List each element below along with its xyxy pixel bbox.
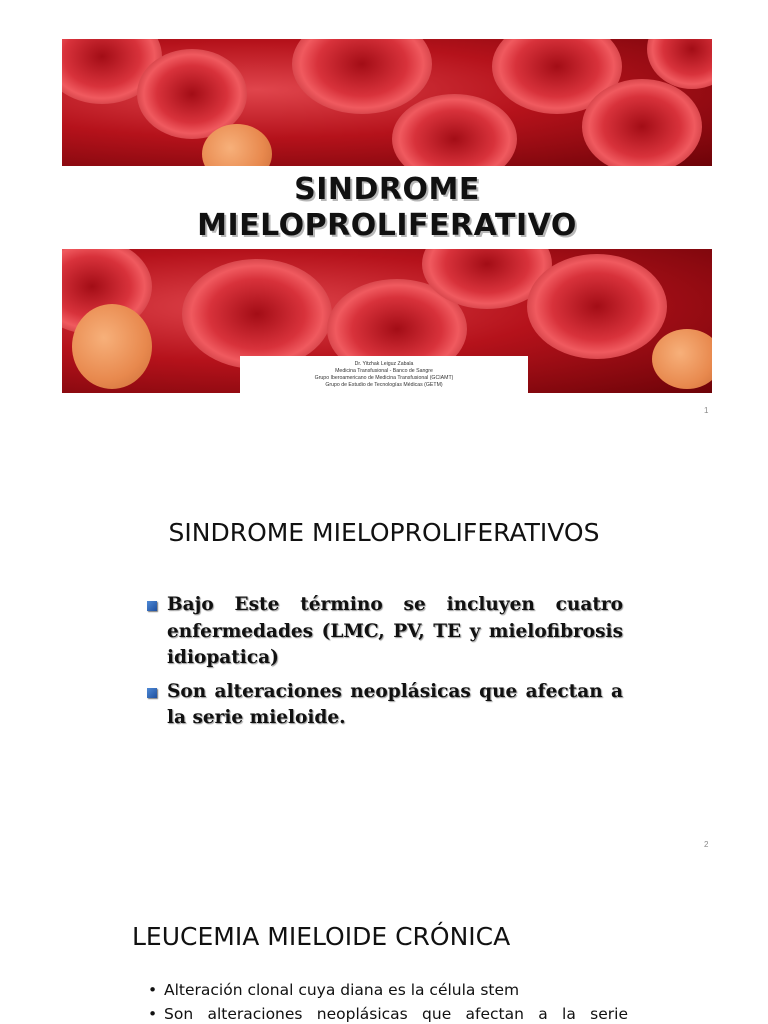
credit-line: Grupo Iberoamericano de Medicina Transfusional (GCIAMT)	[314, 374, 454, 381]
bullet-text: Alteración clonal cuya diana es la célula stem	[164, 981, 520, 999]
list-item	[148, 1002, 628, 1024]
author-credits	[240, 356, 528, 393]
credit-line: Grupo de Estudio de Tecnologías Médicas (GETM)	[325, 381, 443, 388]
slide-title: LEUCEMIA MIELOIDE CRÓNICA	[132, 922, 511, 951]
square-bullet-icon	[147, 688, 157, 698]
bullet-text: Son alteraciones neoplásicas que afectan a la serie	[164, 1005, 628, 1023]
square-bullet-icon	[147, 601, 157, 611]
bullet-dot-icon: •	[148, 1005, 158, 1023]
slide-title-line-2: MIELOPROLIFERATIVO	[197, 207, 577, 243]
blood-cells-image-top	[62, 39, 712, 166]
bullet-list	[145, 592, 623, 739]
bullet-list	[148, 978, 628, 1024]
page-number: 1	[704, 406, 709, 415]
slide-title: SINDROME MIELOPROLIFERATIVOS	[168, 518, 600, 547]
list-item	[145, 592, 623, 672]
bullet-text: Son alteraciones neoplásicas que afectan a la serie mieloide.	[167, 680, 623, 728]
page-number: 2	[704, 840, 709, 849]
credit-line: Medicina Transfusional - Banco de Sangre	[335, 367, 433, 374]
slide-title-line-1: SINDROME	[294, 171, 480, 207]
credit-line: Dr. Yitzhak Leiguz Zabala	[354, 360, 414, 367]
list-item	[148, 978, 628, 1002]
list-item	[145, 679, 623, 732]
title-band	[62, 166, 712, 249]
bullet-dot-icon: •	[148, 981, 158, 999]
title-slide	[62, 39, 712, 393]
bullet-text: Bajo Este término se incluyen cuatro enfermedades (LMC, PV, TE y mielofibrosis idiopatica)	[167, 594, 623, 668]
